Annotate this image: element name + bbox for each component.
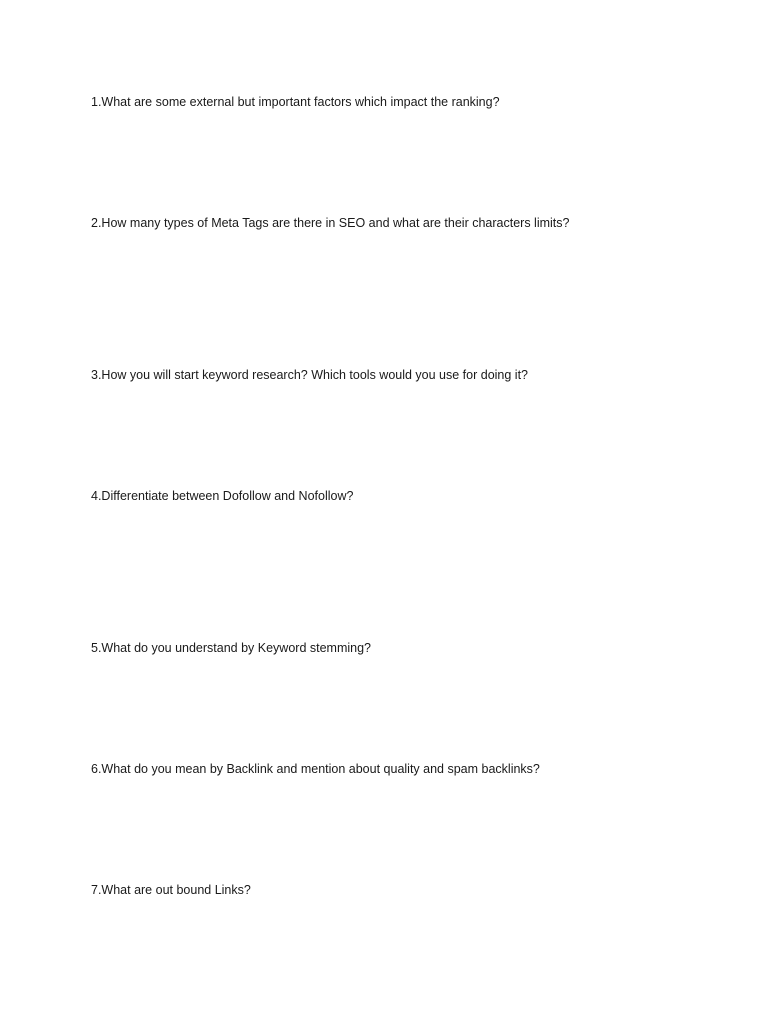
question-4: 4.Differentiate between Dofollow and Nofollow? xyxy=(91,489,354,503)
question-6: 6.What do you mean by Backlink and mention about quality and spam backlinks? xyxy=(91,762,540,776)
question-1: 1.What are some external but important factors which impact the ranking? xyxy=(91,95,500,109)
question-5: 5.What do you understand by Keyword stemming? xyxy=(91,641,372,655)
question-7: 7.What are out bound Links? xyxy=(91,883,251,897)
question-2: 2.How many types of Meta Tags are there in SEO and what are their characters limits? xyxy=(91,216,570,230)
question-3: 3.How you will start keyword research? Which tools would you use for doing it? xyxy=(91,368,529,382)
